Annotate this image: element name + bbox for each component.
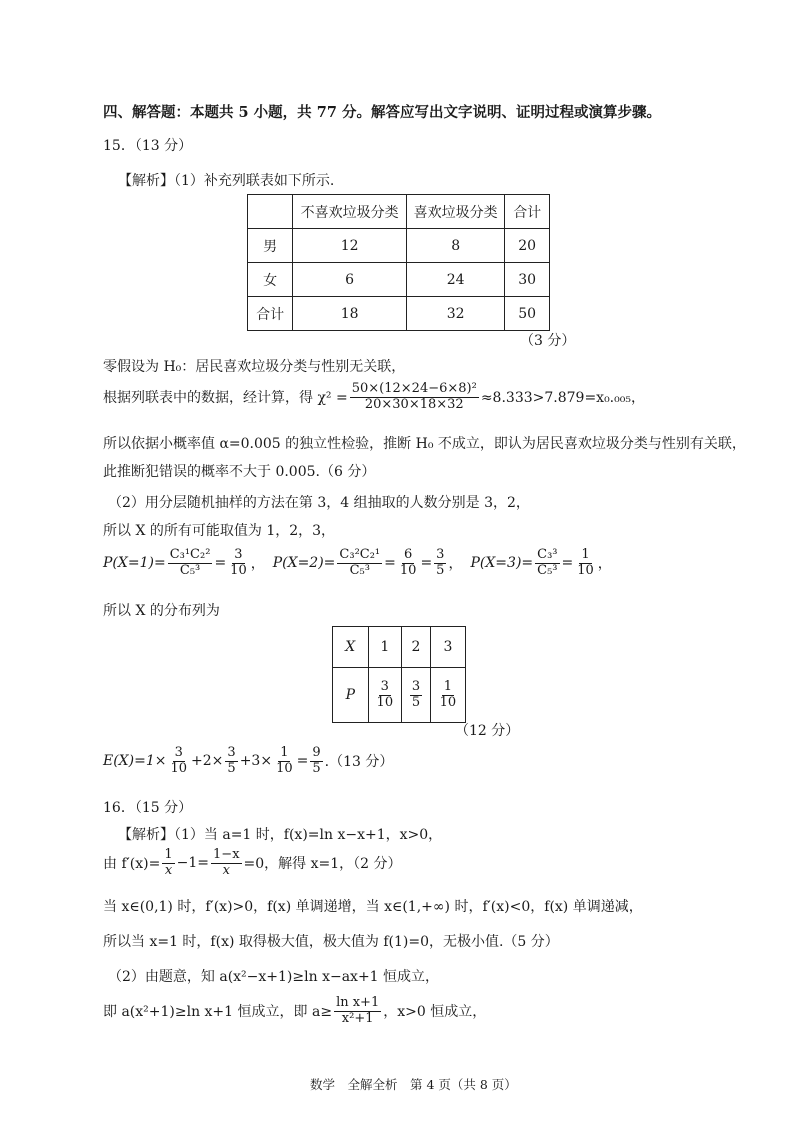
chi-denominator: 20×30×18×32 xyxy=(364,396,464,412)
table-cell: 3 xyxy=(430,627,465,668)
p3-res-den: 10 xyxy=(577,562,594,578)
chi-prefix: 根据列联表中的数据，经计算，得 χ² = xyxy=(103,390,348,407)
table-cell xyxy=(402,668,431,723)
p1-res-den: 10 xyxy=(230,562,247,578)
ex-num: 3 xyxy=(227,745,236,760)
table-cell xyxy=(430,668,465,723)
line2-fraction-2 xyxy=(211,848,242,879)
p3-comb-fraction xyxy=(535,548,559,579)
probability-line xyxy=(103,548,612,579)
score-12: （12 分） xyxy=(455,723,520,739)
table-header-row xyxy=(248,195,550,229)
p3-den: C₅³ xyxy=(537,562,558,578)
dist-den: 10 xyxy=(439,694,457,710)
table-row xyxy=(248,229,550,263)
p2-mid-den: 10 xyxy=(399,562,417,578)
p2-den: C₅³ xyxy=(349,562,370,578)
table-cell: 12 xyxy=(293,229,407,263)
f-den: x²+1 xyxy=(341,1010,374,1026)
table-header: 喜欢垃圾分类 xyxy=(406,195,504,229)
p1-result-fraction xyxy=(228,548,249,579)
p3-num: C₃³ xyxy=(537,547,558,562)
ex-fraction-1 xyxy=(168,746,189,777)
dist-num: 1 xyxy=(443,678,453,694)
table-row xyxy=(333,627,466,668)
p3-result-fraction xyxy=(575,548,596,579)
ex-num: 3 xyxy=(174,745,183,760)
part2-line1: （2）用分层随机抽样的方法在第 3，4 组抽取的人数分别是 3，2， xyxy=(108,495,530,511)
p2-num: C₃²C₂¹ xyxy=(339,547,381,562)
ex-den: 10 xyxy=(170,760,188,776)
ex-den: 5 xyxy=(312,760,321,776)
q16-line5: （2）由题意，知 a(x²−x+1)≥ln x−ax+1 恒成立， xyxy=(108,969,440,985)
q16-line6 xyxy=(103,996,486,1027)
ex-den: 5 xyxy=(227,760,236,776)
chi-square-line xyxy=(103,382,645,413)
table-cell: 2 xyxy=(402,627,431,668)
q16-line3: 当 x∈(0,1) 时，f′(x)>0，f(x) 单调递增，当 x∈(1,+∞) 时，f′(x)<0，f(x) 单调递减， xyxy=(103,899,643,915)
p3-res-num: 1 xyxy=(581,547,590,562)
p2-result-fraction xyxy=(434,548,446,579)
ex-result-fraction xyxy=(310,746,322,777)
ex-fraction-2 xyxy=(225,746,237,777)
table-cell: 男 xyxy=(248,229,293,263)
table-cell: 50 xyxy=(505,297,550,331)
p1-comb-fraction xyxy=(168,548,213,579)
p2-res-den: 5 xyxy=(436,562,445,578)
p2-mid-fraction xyxy=(398,548,419,579)
ex-den: 10 xyxy=(276,760,293,776)
q15-intro: 【解析】（1）补充列联表如下所示. xyxy=(118,173,335,189)
comma: ， xyxy=(250,556,265,573)
chi-suffix: ≈8.333>7.879=x₀.₀₀₅， xyxy=(480,390,645,407)
dist-num: 3 xyxy=(411,678,421,694)
chi-numerator: 50×(12×24−6×8)² xyxy=(351,381,477,396)
dist-fraction xyxy=(410,680,422,711)
table-cell: 32 xyxy=(406,297,504,331)
q16-line4: 所以当 x=1 时，f(x) 取得极大值，极大值为 f(1)=0，无极小值.（5 分） xyxy=(103,934,559,950)
table-header: 不喜欢垃圾分类 xyxy=(293,195,407,229)
ex-fraction-3 xyxy=(274,746,295,777)
line6-fraction xyxy=(334,996,381,1027)
p1-num: C₃¹C₂² xyxy=(169,547,211,562)
ex-num: 1 xyxy=(280,745,289,760)
expectation-line xyxy=(103,746,393,777)
f-num: ln x+1 xyxy=(336,995,380,1010)
line2-fraction-1 xyxy=(162,848,174,879)
dist-den: 5 xyxy=(411,694,421,710)
table-cell: 女 xyxy=(248,263,293,297)
p1-den: C₅³ xyxy=(179,562,201,578)
table-cell: 18 xyxy=(293,297,407,331)
table-header: 合计 xyxy=(505,195,550,229)
table-row xyxy=(248,297,550,331)
f-den: x xyxy=(222,862,230,878)
table-cell: 20 xyxy=(505,229,550,263)
dist-num: 3 xyxy=(380,678,389,694)
ex-eq: = xyxy=(296,753,309,770)
table-row xyxy=(333,668,466,723)
table-cell: 合计 xyxy=(248,297,293,331)
p2-label: P(X=2)= xyxy=(272,555,336,572)
ex-num: 9 xyxy=(312,745,321,760)
table-row xyxy=(248,263,550,297)
ex-score: .（13 分） xyxy=(324,754,394,771)
ex-op: +3× xyxy=(239,753,273,770)
eq-sign: = xyxy=(561,555,574,572)
conclusion-1: 所以依据小概率值 α=0.005 的独立性检验，推断 H₀ 不成立，即认为居民喜欢垃圾分类与性别有关联， xyxy=(103,436,746,452)
table-cell: 1 xyxy=(368,627,402,668)
table-cell xyxy=(368,668,402,723)
q16-number: 16．（15 分） xyxy=(103,800,193,816)
table-cell xyxy=(248,195,293,229)
ex-label: E(X)=1× xyxy=(103,753,167,770)
score-3: （3 分） xyxy=(520,333,576,349)
comma: ， xyxy=(597,556,612,573)
q16-line1: 【解析】（1）当 a=1 时，f(x)=ln x−x+1，x>0， xyxy=(118,827,443,843)
line2-b: −1= xyxy=(176,855,210,872)
page-footer: 数学 全解全析 第 4 页（共 8 页） xyxy=(310,1077,517,1092)
eq-sign: = xyxy=(384,555,396,572)
eq-sign: = xyxy=(214,555,227,572)
section-heading: 四、解答题：本题共 5 小题，共 77 分。解答应写出文字说明、证明过程或演算步骤。 xyxy=(103,104,661,121)
dist-fraction xyxy=(438,680,459,711)
distribution-table xyxy=(332,626,466,723)
table-cell: X xyxy=(333,627,369,668)
ex-op: +2× xyxy=(191,753,224,770)
line6-b: ，x>0 恒成立， xyxy=(383,1004,487,1021)
dist-fraction xyxy=(375,680,396,711)
part2-line2: 所以 X 的所有可能取值为 1，2，3， xyxy=(103,523,336,539)
f-num: 1−x xyxy=(213,847,240,862)
q16-line2 xyxy=(103,848,402,879)
comma: ， xyxy=(448,556,463,573)
p2-mid-num: 6 xyxy=(404,547,413,562)
eq-sign: = xyxy=(420,555,433,572)
line6-a: 即 a(x²+1)≥ln x+1 恒成立，即 a≥ xyxy=(103,1004,333,1021)
dist-den: 10 xyxy=(376,694,394,710)
p2-res-num: 3 xyxy=(436,547,445,562)
table-cell: P xyxy=(333,668,369,723)
table-cell: 24 xyxy=(406,263,504,297)
f-den: x xyxy=(164,862,173,878)
table-cell: 8 xyxy=(406,229,504,263)
table-cell: 30 xyxy=(505,263,550,297)
p1-label: P(X=1)= xyxy=(103,555,166,572)
chi-fraction xyxy=(350,382,479,413)
line2-c: =0，解得 x=1，（2 分） xyxy=(243,856,402,873)
conclusion-2: 此推断犯错误的概率不大于 0.005.（6 分） xyxy=(103,464,376,480)
dist-intro: 所以 X 的分布列为 xyxy=(103,603,220,619)
p3-label: P(X=3)= xyxy=(470,555,534,572)
p2-comb-fraction xyxy=(337,548,382,579)
p1-res-num: 3 xyxy=(234,547,243,562)
table-cell: 6 xyxy=(293,263,407,297)
hypothesis: 零假设为 H₀：居民喜欢垃圾分类与性别无关联， xyxy=(103,359,406,375)
contingency-table xyxy=(247,194,550,331)
line2-a: 由 f′(x)= xyxy=(103,856,161,873)
f-num: 1 xyxy=(164,847,173,862)
q15-number: 15．（13 分） xyxy=(103,138,193,154)
